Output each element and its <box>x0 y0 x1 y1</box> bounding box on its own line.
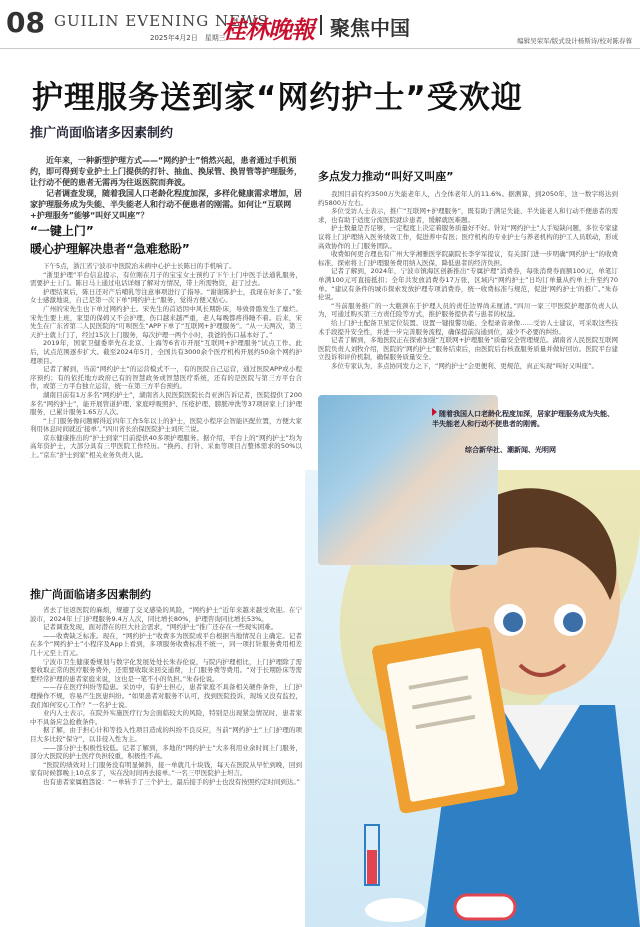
page-header <box>0 0 640 49</box>
lead-p2: 记者调查发现，随着我国人口老龄化程度加深，多样化健康需求增加，居家护理服务成为失能、半失能老人和行动不便患者的刚需。如何让“互联网+护理服务”能够“叫好又叫座”？ <box>30 189 302 220</box>
caption-arrow-icon <box>432 408 437 416</box>
paragraph: 记者了解到，当前“网约护士”的运营模式不一，有的医院自己运营，通过医院APP或小程序预约；有的依托地方政府已有的智慧政务或智慧医疗系统，还有的是医院与第三方平台合作，或第三方平台独立运营，统一在第三方平台预约。 <box>30 365 302 391</box>
caption-text: 随着我国人口老龄化程度加深，居家护理服务成为失能、半失能老人和行动不便患者的刚需。 <box>432 410 614 428</box>
lead-p1: 近年来，一种新型护理方式——“网约护士”悄然兴起，患者通过手机预约，即可得到专业护士上门提供的打针、抽血、换尿管、换胃管等护理服务，让行动不便的患者无需再为往返医院而奔波。 <box>30 156 302 187</box>
paragraph: ——收费缺乏标准。现在，“网约护士”收费多为医院或平台根据当地情况自主确定。记者在多个“网约护士”小程序及App上看到，多项服务收费标准不统一，同一项打针服务费用相差几十元至上百元。 <box>30 631 302 657</box>
paragraph: 记者了解到，2024年，宁波市镇海区创新推出“专属护理”消费券，每张消费券面额100元，单笔订单满100元可直接抵扣；全年共发放消费券17万张，区域内“网约护士”日均订单量从约单上升至约70单。“建议有条件的城市探索发放护理专项消费券，统一收费标准与规范，促进‘网约护士’的推广。”朱春伦说。 <box>318 267 618 302</box>
paragraph: 也有患者家属抱怨说：“一单转手了三个护士，最后接手的护士也没有按照约定时间到达。” <box>43 777 300 786</box>
paragraph: ——部分护士积极性较低。记者了解到，多地的“网约护士”大多利用业余时间上门服务，部分大医院的护士医疗负担较重，积极性不高。 <box>30 743 302 761</box>
section-name: 聚焦中国 <box>330 12 410 41</box>
subheadline: 推广尚面临诸多因素制约 <box>30 126 174 141</box>
paragraph: “当前服务推广的一大瓶颈在于护理人员的责任边界尚未厘清。”四川一家三甲医院护理部负责人认为，可通过购买第三方责任险等方式，推护服务提供者与患者的权益。 <box>318 301 618 319</box>
paragraph: 2019年，国家卫健委率先在北京、上海等6省市开展“互联网+护理服务”试点工作。此后，试点范围逐步扩大。截至2024年5月，全国共有3000余个医疗机构开展约50余个网约护理项目。 <box>30 339 302 365</box>
paragraph: 护士数量是否足够，一定程度上决定着服务质量好不好。针对“网约护士”人手短缺问题，多位专家建议将上门护理纳入医务绩效工作，促进养中有医；医疗机构的专业护士与养老机构的护工人员联动，形成高效协作的上门服务团队。 <box>318 224 618 250</box>
paragraph: 给上门护士配备卫星定位装置、设置一键报警功能、全程录音录像……受访人士建议，可采取这些技术手段提升安全性，并进一步完善服务流程，确保提前沟通到位，减少不必要的纠纷。 <box>318 318 618 336</box>
lead-paragraph <box>30 155 302 221</box>
page-number: 08 <box>6 6 45 39</box>
paragraph: “浙里护理”平台信息提示，有位刚在月子的宝宝女士预约了下午上门中医手法通乳服务，需要护士上门。陈日马上通过电话详细了解对方情况，带上所需物资，赶了过去。 <box>30 270 302 288</box>
paragraph: “医院的绩效对上门服务没有明显倾斜，接一单就几十块钱，每天在医院从早忙到晚，回到家有时候都晚上10点多了，实在没时间再去接单。”一名三甲医院护士坦言。 <box>30 760 302 778</box>
source-credit: 综合新华社、潮新闻、光明网 <box>465 446 556 454</box>
paper-logo: 桂林晚報 <box>222 15 314 44</box>
section1-tag: “一键上门” <box>30 224 94 238</box>
paragraph: ——存在医疗纠纷等隐患。采访中，有护士担心，患者家庭不具备相关硬件条件，上门护理操作不规，容易产生医患纠纷。“如果患者对服务不认可，找到医院投诉，现场又没有监控，我们如何安心工作？”一名护士说。 <box>30 683 302 709</box>
section3-title: 多点发力推动“叫好又叫座” <box>318 170 454 183</box>
paragraph: 收费如何更合理也有广州大学湘雅医学院副院长李学军提议，有关部门进一步明确“网约护士”的收费标准，探索将上门护理服务费用纳入医保，降低患者的经济负担。 <box>318 250 618 267</box>
section2-body <box>30 606 302 786</box>
paragraph: 记者调查发现，面对潜在的巨大社会需求，“网约护士”推广还存在一些现实困难。 <box>43 623 278 632</box>
photo-caption <box>432 408 618 429</box>
paragraph: 记者了解到，多地医院正在探索加强“互联网+护理服务”质量安全管理规范。湖南省人民医院互联网医院负责人刘牧介绍，医院的“网约护士”服务结束后，由医院后台核查服务质量并做好回访。医院平台建立投诉和评价机制，确保服务质量安全。 <box>318 336 618 362</box>
paragraph: 省去了往返医院的麻烦，规避了交叉感染的风险，“网约护士”近年来越来越受欢迎。在宁波市，2024年上门护理服务9.4万人次，同比增长80%，护理咨询同比增长53%。 <box>30 606 302 623</box>
section3-body <box>318 190 618 370</box>
paper-english-name: GUILIN EVENING NEWS <box>54 12 269 30</box>
paragraph: 下午5点，浙江省宁波市中医院治未病中心护士长陈日的手机响了。 <box>43 262 236 270</box>
editor-credits: 编辑吴荣军/版式设计杨斯诗/校对陈春蓉 <box>517 37 632 45</box>
issue-date: 2025年4月2日 星期三 <box>150 34 226 42</box>
paragraph: “上门服务像问题解得近四年工作5年以上的护士，医院小程序会智能匹配位置，方便大家利用休息时间就近‘接单’。”四川省长治保医院护士刘庆兰说。 <box>30 416 302 434</box>
paragraph: 业内人士表示，在院外实施医疗行为会面临较大的风险，特别是出现紧急情况时，患者家中不具备应急抢救条件。 <box>30 709 302 726</box>
paragraph: 京东健康推出的“护士到家”目前提供40多项护理服务。据介绍，平台上的“网约护士”均为高年资护士，大部分具有三甲医院工作经历。“换药、打针、采血等项目占整体需求的50%以上。”京东“护士到家”相关业务负责人说。 <box>30 433 302 460</box>
section1-body <box>30 262 302 460</box>
paragraph: 据了解，由于担心计和等投入性项目造成的纠纷不良反应，当前“网约护士”上门护理的项目大多比较“保守”，以非侵入性为主。 <box>30 726 302 743</box>
paragraph: 我国目前有约3500万失能老年人，占全体老年人的11.6%。据测算，到2050年，这一数字将达到约5800万左右。 <box>318 190 618 207</box>
headline: 护理服务送到家“网约护士”受欢迎 <box>32 80 523 116</box>
paragraph: 宁波市卫生健康委规划与数字化发展处处长朱春伦说，与院内护理相比，上门护理除了需要收取正常的医疗服务费外，还需要收取来回交通费，上门服务费等费用。“对于长期卧床等需要经常护理的患者家庭来说，这也是一笔不小的负担。”朱春伦说。 <box>30 657 302 683</box>
section2-title: 推广尚面临诸多因素制约 <box>30 588 151 601</box>
paragraph: 广州的宋先生也下单过网约护士。宋先生的首适因中风长期卧床，导致骨骼发生了糜烂。宋先生要上班，家里的保姆又不会护理，伤口越来越严重，老人每晚都疼得睡不着。后来，宋先生在广东省第二人民医院的“叮呗医生”APP下单了“互联网+护理服务”。“从一天两次，第三天护士就上门了，经过15次上门服务，每次护理一两个小时，我爸的伤口基本好了。” <box>30 304 302 339</box>
paragraph: 护理结束后，陈日还对产后哺乳等注意事项进行了指导。“谢谢陈护士，我现在好多了。”张女士感激地说，自己是第一次下单“网约护士”服务，觉得方便又贴心。 <box>30 287 302 305</box>
paragraph: 多位专家认为，多点协同发力之下，“网约护士”会更便利、更规范，真正实现“叫好又叫座”。 <box>331 361 598 370</box>
paragraph: 多位受访人士表示，推广“互联网+护理服务”，既有助于满足失能、半失能老人和行动不便患者的需求，也有助于适度分流医院就诊患者，缓解就医难题。 <box>318 207 618 224</box>
section1-title: 暖心护理解决患者“急难愁盼” <box>30 242 190 256</box>
paragraph: 湖南目前有1万多名“网约护士”，湖南省人民医院医院长肖亚洲告诉记者，医院提供了200多名“网约护士”，能开展管道护理、家庭呼吸照护、压疮护理、膀胱冲洗等37项居家上门护理服务，已累计服务1.65万人次。 <box>30 390 302 417</box>
